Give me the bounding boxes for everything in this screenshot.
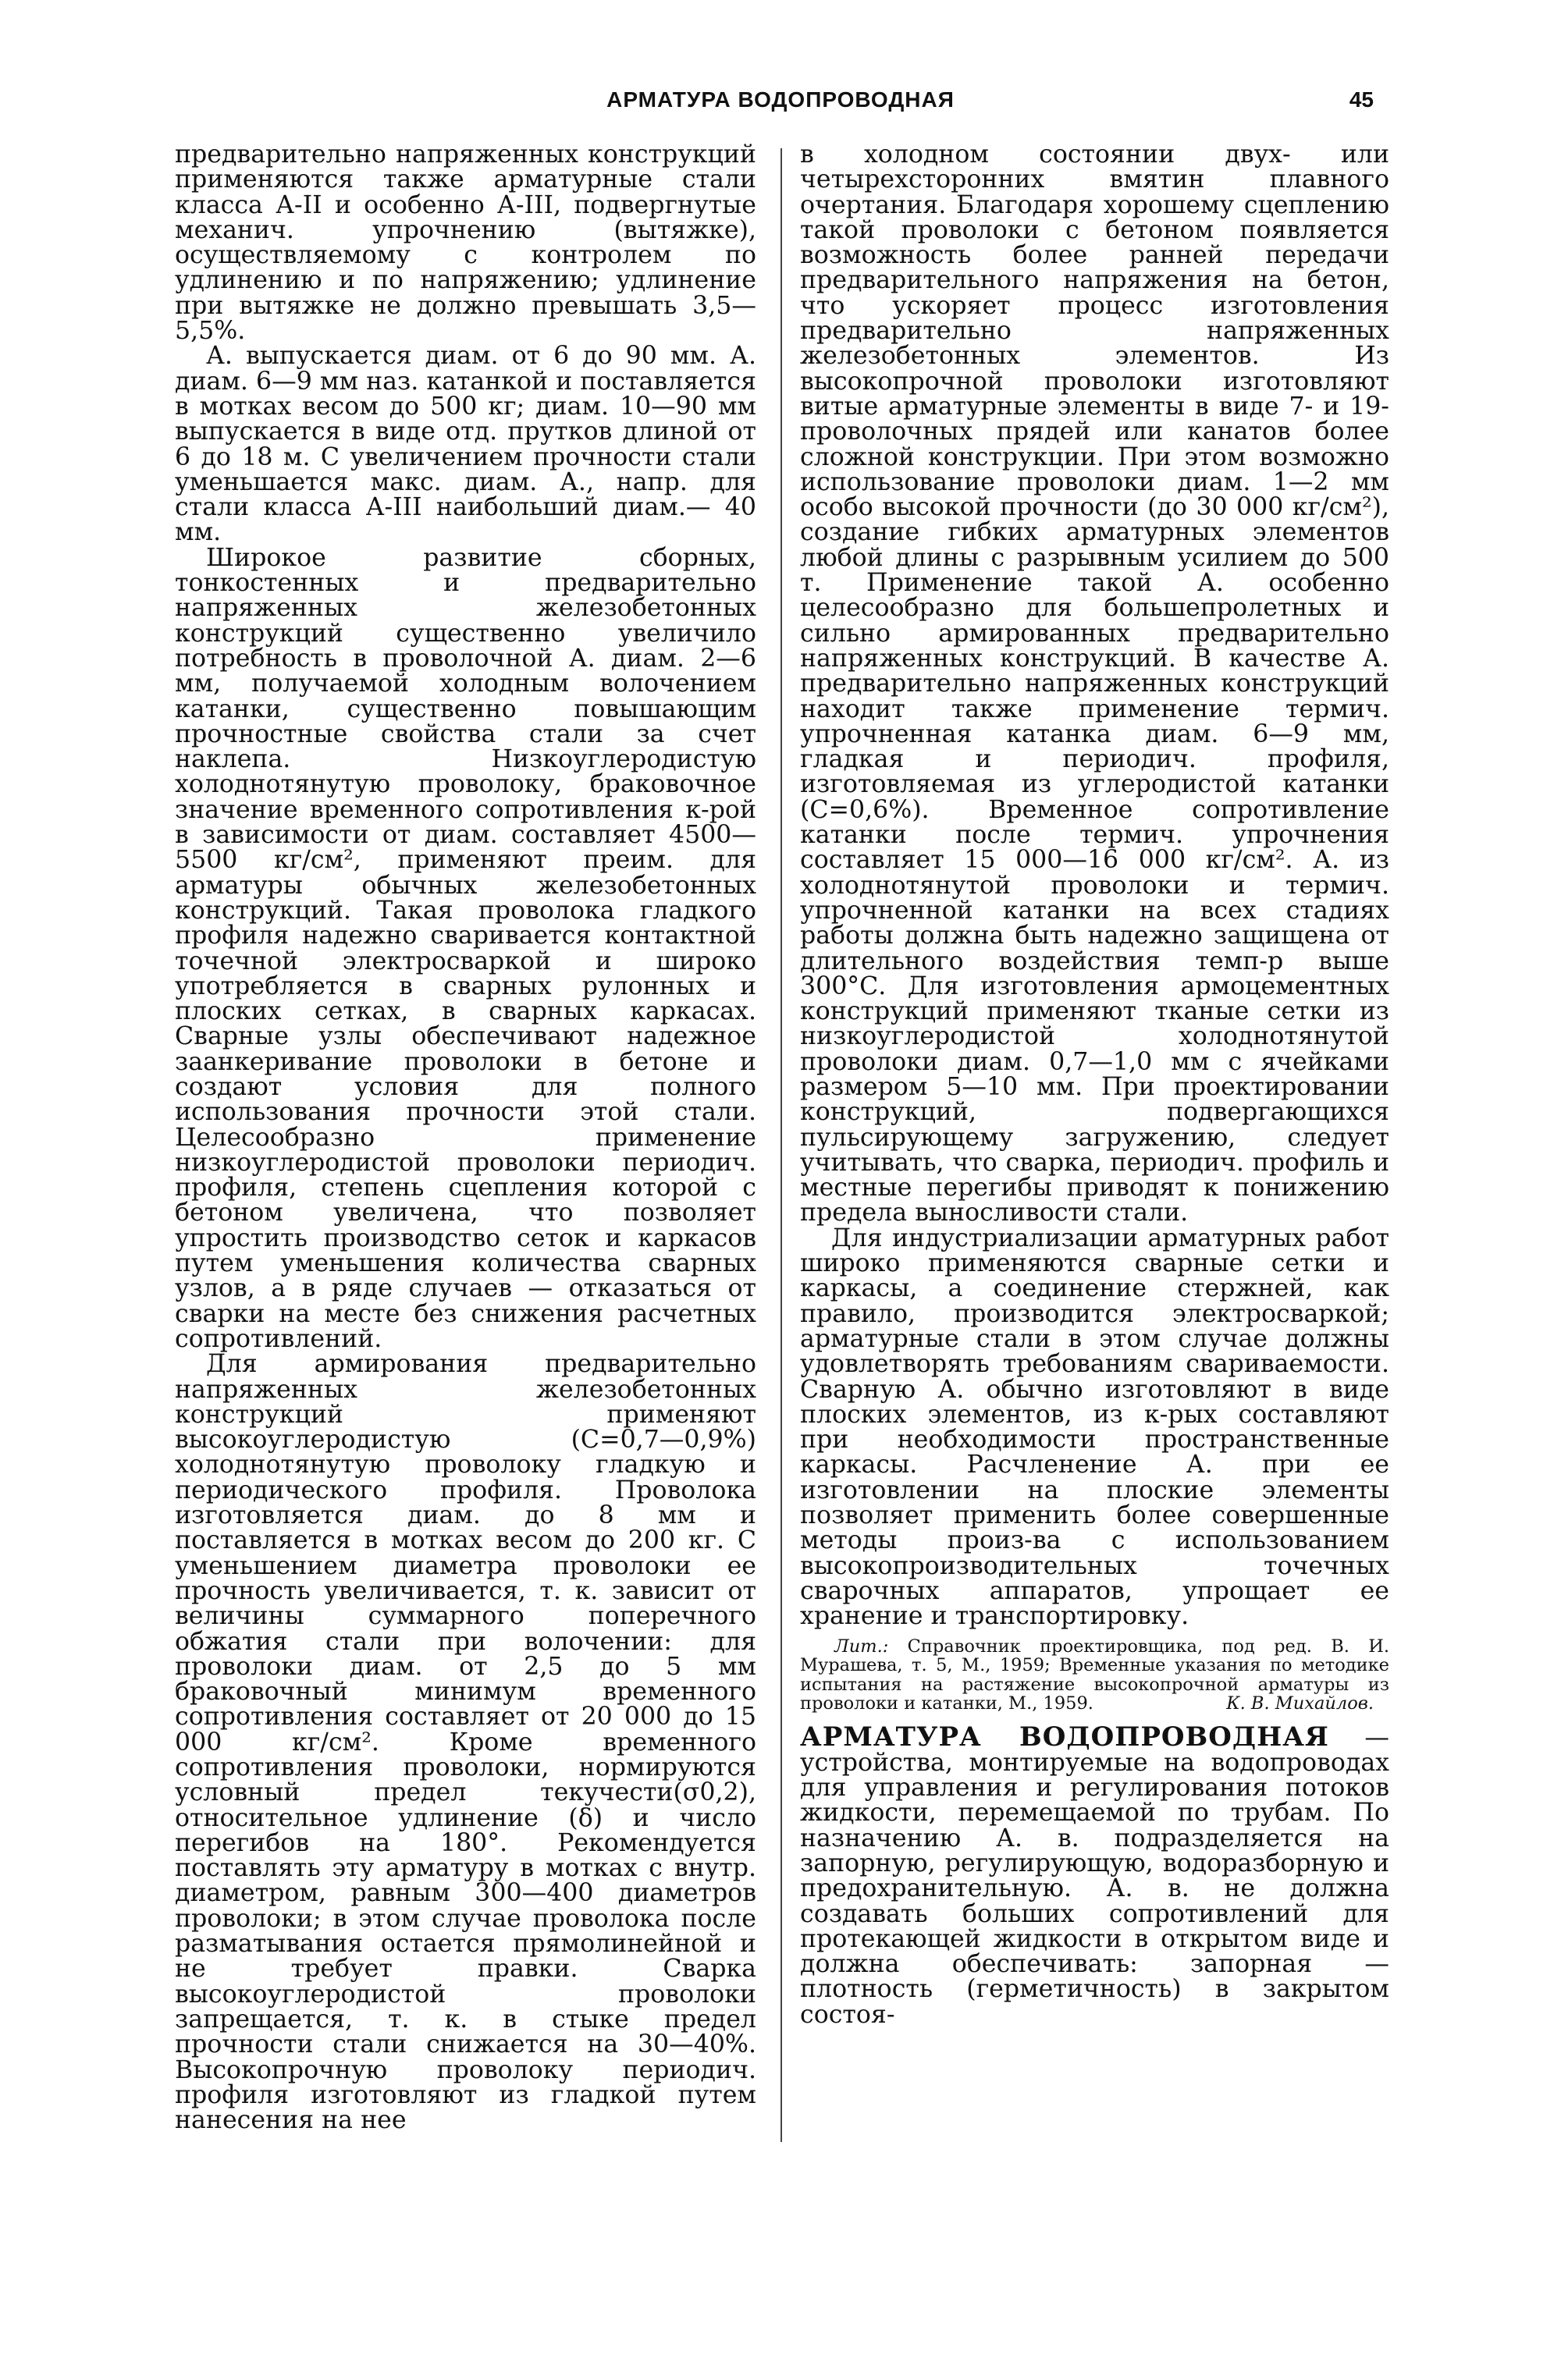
page-number: 45 [1349,87,1374,112]
paragraph: Для армирования предварительно напряженных железобетонных конструкций применяют высокоуглеродистую (С=0,7—0,9%) холоднотянутую проволоку гладкую и периодического профиля. Проволока изготовляется диам. до 8 мм и поставляется в мотках весом до 200 кг. С уменьшением диаметра проволоки ее прочность увеличивается, т. к. зависит от величины суммарного поперечного обжатия стали при волочении: для проволоки диам. от 2,5 до 5 мм браковочный минимум временного сопротивления составляет от 20 000 до 15 000 кг/см². Кроме временного сопротивления проволоки, нормируются условный предел текучести(σ0,2), относительное удлинение (δ) и число перегибов на 180°. Рекомендуется поставлять эту арматуру в мотках с внутр. диаметром, равным 300—400 диаметров проволоки; в этом случае проволока после разматывания остается прямолинейной и не требует правки. Сварка высокоуглеродистой проволоки запрещается, т. к. в стыке предел прочности стали снижается на 30—40%. Высокопрочную проволоку периодич. профиля изготовляют из гладкой путем нанесения на нее [175,1350,756,2135]
entry-text: — устройства, монтируемые на водопроводах для управления и регулирования потоков жидкости, перемещаемой по трубам. По назначению А. в. подразделяется на запорную, регулирующую, водоразборную и предохранительную. А. в. не должна создавать больших сопротивлений для протекающей жидкости в открытом виде и должна обеспечивать: запорная — плотность (герметичность) в закрытом состоя- [800,1723,1389,2029]
paragraph: Широкое развитие сборных, тонкостенных и предварительно напряженных железобетонных конструкций существенно увеличило потребность в проволочной А. диам. 2—6 мм, получаемой холодным волочением катанки, существенно повышающим прочностные свойства стали за счет наклепа. Низкоуглеродистую холоднотянутую проволоку, браковочное значение временного сопротивления к-рой в зависимости от диам. составляет 4500—5500 кг/см², применяют преим. для арматуры обычных железобетонных конструкций. Такая проволока гладкого профиля надежно сваривается контактной точечной электросваркой и широко употребляется в сварных рулонных и плоских сетках, в сварных каркасах. Сварные узлы обеспечивают надежное заанкеривание проволоки в бетоне и создают условия для полного использования прочности этой стали. Целесообразно применение низкоуглеродистой проволоки периодич. профиля, степень сцепления которой с бетоном увеличена, что позволяет упростить производство сеток и каркасов путем уменьшения количества сварных узлов, а в ряде случаев — отказаться от сварки на месте без снижения расчетных сопротивлений. [175,543,756,1353]
literature-label: Лит.: [834,1636,889,1657]
column-divider [780,148,782,2142]
entry-paragraph [800,1721,1389,2029]
entry-headword: АРМАТУРА ВОДОПРОВОДНАЯ [800,1721,1329,1753]
paragraph: предварительно напряженных конструкций применяются также арматурные стали класса А-II и особенно А-III, подвергнутые механич. упрочнению (вытяжке), осуществляемому с контролем по удлинению и по напряжению; удлинение при вытяжке не должно превышать 3,5—5,5%. [175,140,756,346]
encyclopedia-entry [800,1721,1389,2029]
paragraph: Для индустриализации арматурных работ широко применяются сварные сетки и каркасы, а соединение стержней, как правило, производится электросваркой; арматурные стали в этом случае должны удовлетворять требованиям свариваемости. Сварную А. обычно изготовляют в виде плоских элементов, из к-рых составляют при необходимости пространственные каркасы. Расчленение А. при ее изготовлении на плоские элементы позволяет применить более совершенные методы произ-ва с использованием высокопроизводительных точечных сварочных аппаратов, упрощает ее хранение и транспортировку. [800,1224,1389,1631]
right-column [800,142,1389,2027]
paragraph: в холодном состоянии двух- или четырехсторонних вмятин плавного очертания. Благодаря хорошему сцеплению такой проволоки с бетоном появляется возможность более ранней передачи предварительного напряжения на бетон, что ускоряет процесс изготовления предварительно напряженных железобетонных элементов. Из высокопрочной проволоки изготовляют витые арматурные элементы в виде 7- и 19-проволочных прядей или канатов более сложной конструкции. При этом возможно использование проволоки диам. 1—2 мм особо высокой прочности (до 30 000 кг/см²), создание гибких арматурных элементов любой длины с разрывным усилием до 500 т. Применение такой А. особенно целесообразно для большепролетных и сильно армированных предварительно напряженных конструкций. В качестве А. предварительно напряженных конструкций находит также применение термич. упрочненная катанка диам. 6—9 мм, гладкая и периодич. профиля, изготовляемая из углеродистой катанки (С=0,6%). Временное сопротивление катанки после термич. упрочнения составляет 15 000—16 000 кг/см². А. из холоднотянутой проволоки и термич. упрочненной катанки на всех стадиях работы должна быть надежно защищена от длительного воздействия темп-р выше 300°С. Для изготовления армоцементных конструкций применяют тканые сетки из низкоуглеродистой холоднотянутой проволоки диам. 0,7—1,0 мм с ячейками размером 5—10 мм. При проектировании конструкций, подвергающихся пульсирующему загружению, следует учитывать, что сварка, периодич. профиль и местные перегибы приводят к понижению предела выносливости стали. [800,140,1389,1227]
literature-reference [800,1637,1389,1714]
literature-text: Справочник проектировщика, под ред. В. И. Мурашева, т. 5, М., 1959; Временные указания по методике испытания на растяжение высокопрочной арматуры из проволоки и катанки, М., 1959. [800,1636,1389,1714]
left-column [175,142,756,2133]
running-header-title: АРМАТУРА ВОДОПРОВОДНАЯ [606,87,955,112]
paragraph: А. выпускается диам. от 6 до 90 мм. А. диам. 6—9 мм наз. катанкой и поставляется в мотках весом до 500 кг; диам. 10—90 мм выпускается в виде отд. прутков длиной от 6 до 18 м. С увеличением прочности стали уменьшается макс. диам. А., напр. для стали класса А-III наибольший диам.— 40 мм. [175,342,756,547]
article-author: К. В. Михайлов. [1226,1693,1374,1714]
